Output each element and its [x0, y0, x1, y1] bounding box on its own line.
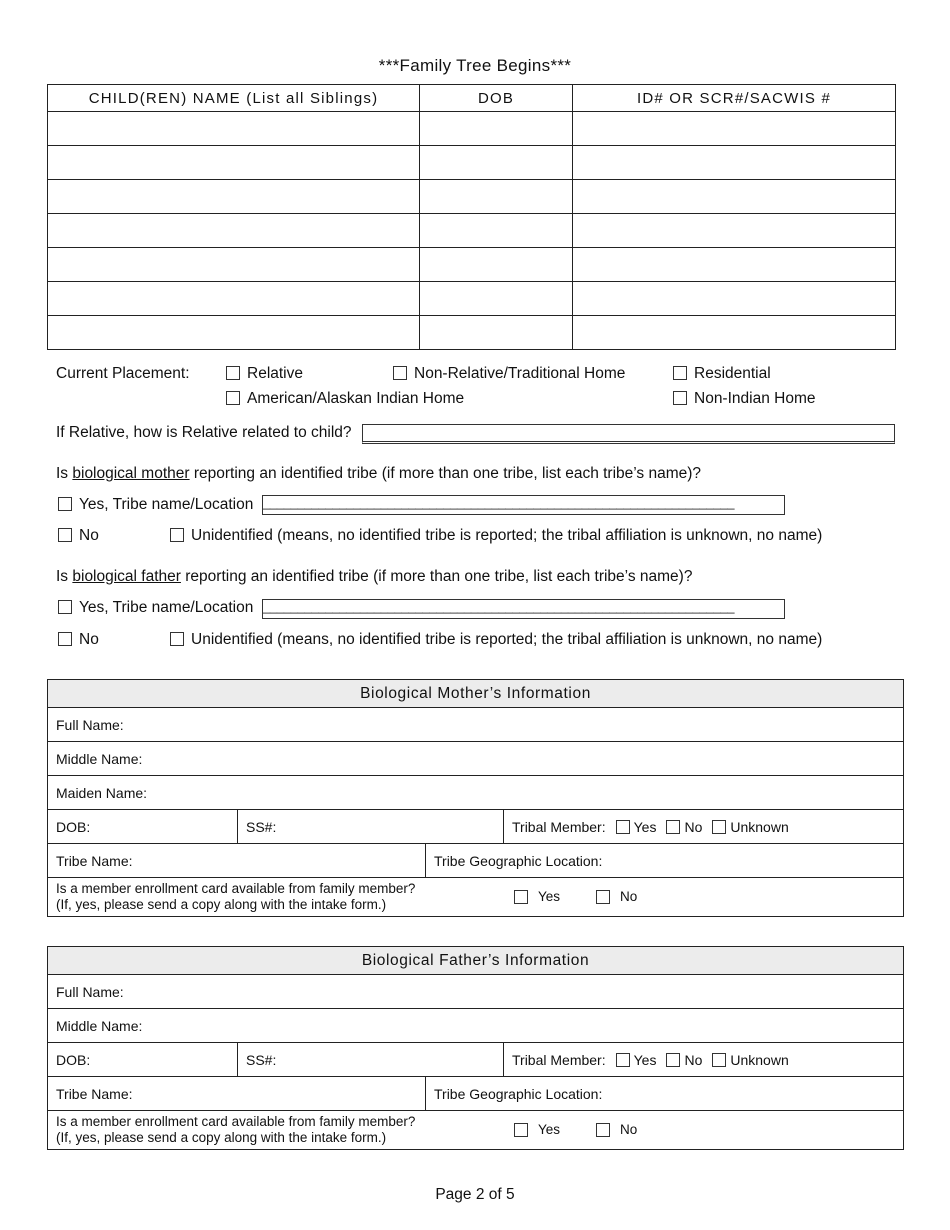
field-label: Middle Name: — [56, 1017, 143, 1034]
page-number: Page 2 of 5 — [435, 1186, 515, 1203]
father-tribe-question: Is biological father reporting an identified tribe (if more than one tribe, list each tribe’s name)? — [56, 568, 693, 585]
tribal-member-yes-checkbox[interactable] — [616, 820, 630, 834]
option-label: No — [79, 631, 99, 648]
option-label: Yes — [633, 1051, 657, 1068]
child-id-cell[interactable] — [573, 282, 896, 316]
mother-info-header: Biological Mother’s Information — [48, 680, 904, 708]
checkbox[interactable] — [673, 366, 687, 380]
checkbox[interactable] — [393, 366, 407, 380]
mother-info-table — [47, 679, 904, 917]
enrollment-no-checkbox[interactable] — [596, 1123, 610, 1137]
child-id-cell[interactable] — [573, 214, 896, 248]
placement-option-indian-home[interactable] — [226, 390, 464, 408]
column-header-child-name: CHILD(REN) NAME (List all Siblings) — [48, 85, 420, 112]
field-label: Tribe Name: — [56, 852, 133, 869]
mother-tribe-yes[interactable] — [58, 496, 253, 514]
option-label: American/Alaskan Indian Home — [247, 390, 465, 407]
field-label: Full Name: — [56, 716, 124, 733]
field-label: DOB: — [56, 1051, 91, 1068]
enrollment-note: (If, yes, please send a copy along with the intake form.) — [56, 897, 387, 912]
checkbox[interactable] — [58, 632, 72, 646]
father-full-name-field[interactable] — [48, 975, 904, 1009]
option-label: Unidentified (means, no identified tribe is reported; the tribal affiliation is unknown, no name) — [191, 631, 823, 648]
option-label: No — [620, 1122, 638, 1137]
table-row — [48, 146, 896, 180]
field-label: Full Name: — [56, 983, 124, 1000]
placement-option-non-relative[interactable] — [393, 365, 625, 383]
field-label: Tribal Member: — [512, 1051, 606, 1068]
child-dob-cell[interactable] — [420, 282, 573, 316]
child-name-cell[interactable] — [48, 316, 420, 350]
mother-enrollment-row — [48, 878, 904, 917]
child-id-cell[interactable] — [573, 248, 896, 282]
field-label: Tribe Geographic Location: — [434, 852, 603, 869]
mother-tribe-name-input[interactable]: ____________________________________________________________________ — [262, 495, 785, 515]
mother-tribal-member — [504, 810, 904, 844]
child-id-cell[interactable] — [573, 316, 896, 350]
child-dob-cell[interactable] — [420, 248, 573, 282]
column-header-dob: DOB — [420, 85, 573, 112]
column-header-id: ID# OR SCR#/SACWIS # — [573, 85, 896, 112]
option-label: Non-Relative/Traditional Home — [414, 365, 626, 382]
father-tribe-name-field[interactable] — [48, 1077, 426, 1111]
option-label: No — [684, 1051, 703, 1068]
father-dob-field[interactable] — [48, 1043, 238, 1077]
field-label: Middle Name: — [56, 750, 143, 767]
enrollment-no-checkbox[interactable] — [596, 890, 610, 904]
mother-dob-field[interactable] — [48, 810, 238, 844]
option-label: Yes, Tribe name/Location — [79, 599, 254, 616]
field-label: Tribal Member: — [512, 818, 606, 835]
table-row — [48, 248, 896, 282]
option-label: Unknown — [730, 1051, 789, 1068]
option-label: Non-Indian Home — [694, 390, 816, 407]
father-tribe-yes[interactable] — [58, 599, 253, 617]
checkbox[interactable] — [170, 632, 184, 646]
enrollment-note: (If, yes, please send a copy along with the intake form.) — [56, 1130, 387, 1145]
table-row — [48, 112, 896, 146]
option-label: Unknown — [730, 818, 789, 835]
father-middle-name-field[interactable] — [48, 1009, 904, 1043]
child-id-cell[interactable] — [573, 112, 896, 146]
option-label: Yes — [538, 889, 561, 904]
child-name-cell[interactable] — [48, 282, 420, 316]
father-tribe-location-field[interactable] — [426, 1077, 904, 1111]
checkbox[interactable] — [226, 391, 240, 405]
father-info-table — [47, 946, 904, 1150]
checkbox[interactable] — [226, 366, 240, 380]
child-id-cell[interactable] — [573, 146, 896, 180]
mother-tribe-no[interactable] — [58, 527, 99, 545]
checkbox[interactable] — [58, 528, 72, 542]
father-enrollment-row — [48, 1111, 904, 1150]
enrollment-question: Is a member enrollment card available from family member? — [56, 1114, 416, 1129]
mother-maiden-name-field[interactable] — [48, 776, 904, 810]
mother-tribe-name-field[interactable] — [48, 844, 426, 878]
child-name-cell[interactable] — [48, 180, 420, 214]
child-name-cell[interactable] — [48, 146, 420, 180]
option-label: Residential — [694, 365, 771, 382]
option-label: No — [79, 527, 99, 544]
relative-relation-input[interactable] — [362, 424, 895, 444]
mother-middle-name-field[interactable] — [48, 742, 904, 776]
child-dob-cell[interactable] — [420, 214, 573, 248]
children-table — [47, 84, 896, 350]
option-label: No — [684, 818, 703, 835]
child-name-cell[interactable] — [48, 112, 420, 146]
relative-question: If Relative, how is Relative related to child? — [56, 424, 352, 441]
table-row — [48, 316, 896, 350]
checkbox[interactable] — [58, 600, 72, 614]
field-label: SS#: — [246, 1051, 277, 1068]
option-label: Yes, Tribe name/Location — [79, 496, 254, 513]
placement-option-non-indian-home[interactable] — [673, 390, 815, 408]
child-dob-cell[interactable] — [420, 146, 573, 180]
option-label: Relative — [247, 365, 303, 382]
child-dob-cell[interactable] — [420, 180, 573, 214]
field-label: DOB: — [56, 818, 91, 835]
tribal-member-unknown-checkbox[interactable] — [712, 1053, 726, 1067]
enrollment-yes-checkbox[interactable] — [514, 1123, 528, 1137]
option-label: Yes — [633, 818, 657, 835]
mother-ss-field[interactable] — [238, 810, 504, 844]
tribal-member-unknown-checkbox[interactable] — [712, 820, 726, 834]
table-row — [48, 214, 896, 248]
enrollment-question: Is a member enrollment card available from family member? — [56, 881, 416, 896]
tribal-member-no-checkbox[interactable] — [666, 1053, 680, 1067]
option-label: Yes — [538, 1122, 561, 1137]
field-label: Tribe Name: — [56, 1085, 133, 1102]
tribal-member-no-checkbox[interactable] — [666, 820, 680, 834]
table-row — [48, 282, 896, 316]
option-label: Unidentified (means, no identified tribe is reported; the tribal affiliation is unknown, no name) — [191, 527, 823, 544]
checkbox[interactable] — [673, 391, 687, 405]
mother-tribe-unidentified[interactable] — [170, 527, 822, 545]
page-title: ***Family Tree Begins*** — [378, 56, 572, 75]
father-tribe-name-input[interactable]: ____________________________________________________________________ — [262, 599, 785, 619]
child-dob-cell[interactable] — [420, 112, 573, 146]
enrollment-yes-checkbox[interactable] — [514, 890, 528, 904]
father-info-header: Biological Father’s Information — [48, 947, 904, 975]
father-tribe-unidentified[interactable] — [170, 631, 822, 649]
option-label: No — [620, 889, 638, 904]
father-tribe-no[interactable] — [58, 631, 99, 649]
mother-tribe-question: Is biological mother reporting an identified tribe (if more than one tribe, list each tribe’s name)? — [56, 465, 702, 482]
checkbox[interactable] — [58, 497, 72, 511]
tribal-member-yes-checkbox[interactable] — [616, 1053, 630, 1067]
table-row — [48, 180, 896, 214]
father-tribal-member — [504, 1043, 904, 1077]
child-id-cell[interactable] — [573, 180, 896, 214]
checkbox[interactable] — [170, 528, 184, 542]
mother-full-name-field[interactable] — [48, 708, 904, 742]
placement-option-relative[interactable] — [226, 365, 303, 383]
placement-option-residential[interactable] — [673, 365, 771, 383]
field-label: SS#: — [246, 818, 277, 835]
mother-tribe-location-field[interactable] — [426, 844, 904, 878]
child-dob-cell[interactable] — [420, 316, 573, 350]
child-name-cell[interactable] — [48, 214, 420, 248]
placement-label: Current Placement: — [56, 365, 190, 382]
child-name-cell[interactable] — [48, 248, 420, 282]
father-ss-field[interactable] — [238, 1043, 504, 1077]
field-label: Tribe Geographic Location: — [434, 1085, 603, 1102]
field-label: Maiden Name: — [56, 784, 148, 801]
